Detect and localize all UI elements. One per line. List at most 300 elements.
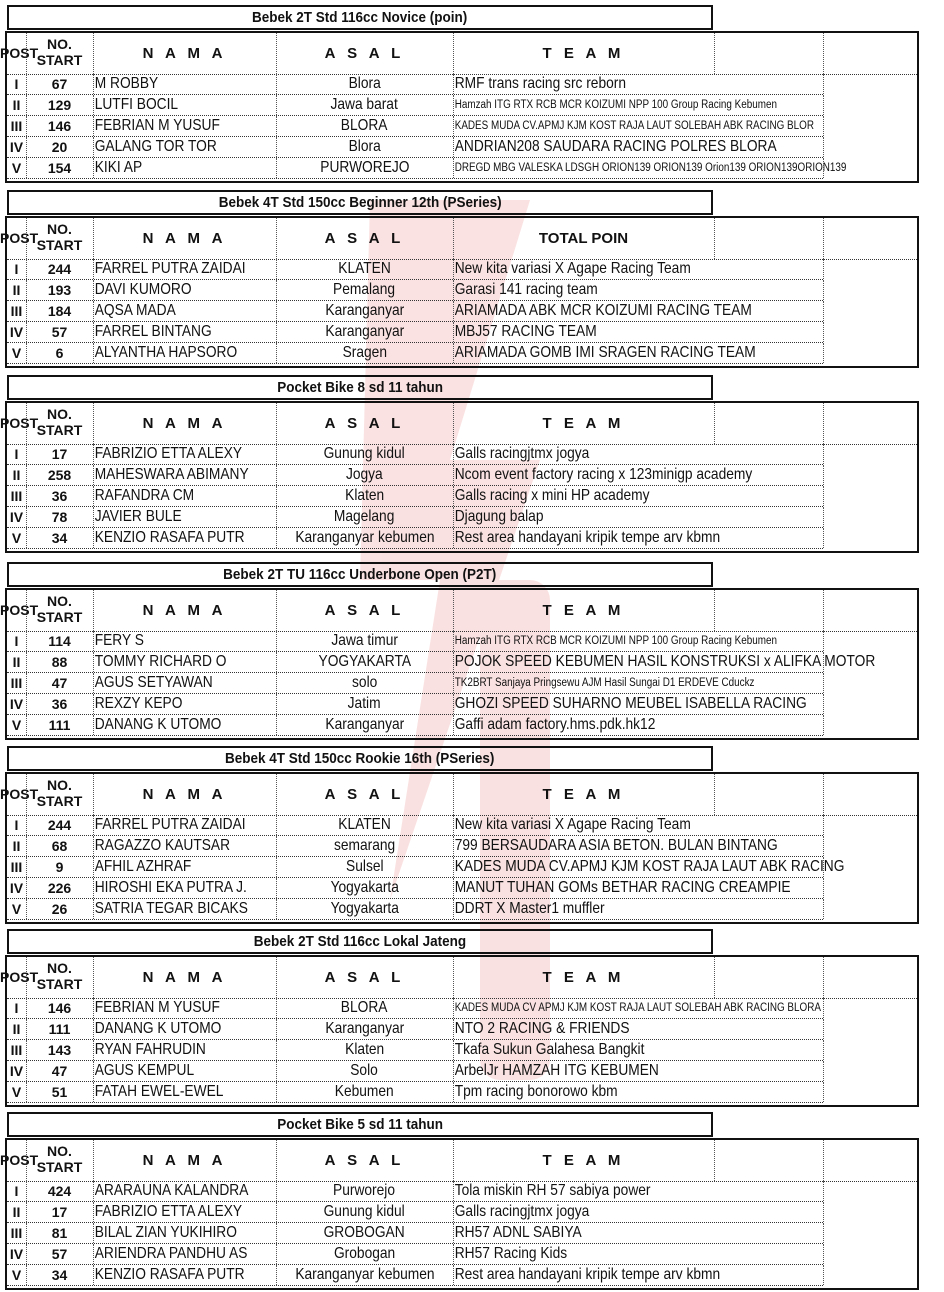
rider-origin: Purworejo bbox=[333, 1182, 396, 1199]
cell-asal bbox=[276, 322, 454, 342]
cell-position: II bbox=[7, 1202, 27, 1222]
cell-asal bbox=[276, 507, 454, 527]
cell-empty bbox=[714, 1223, 824, 1243]
table-row bbox=[7, 1202, 823, 1223]
cell-nama bbox=[93, 1223, 277, 1243]
rider-origin: BLORA bbox=[341, 999, 388, 1016]
cell-empty bbox=[714, 465, 824, 485]
team-name: Tola miskin RH 57 sabiya power bbox=[454, 1182, 651, 1199]
rider-name: AGUS SETYAWAN bbox=[94, 674, 213, 691]
header-start: START bbox=[36, 1159, 83, 1175]
rider-name: DAVI KUMORO bbox=[94, 281, 192, 298]
team-name: Gaffi adam factory.hms.pdk.hk12 bbox=[454, 716, 656, 733]
cell-team bbox=[453, 507, 714, 527]
cell-position: I bbox=[7, 815, 27, 835]
rider-origin: Jogya bbox=[346, 466, 383, 483]
cell-team bbox=[453, 673, 755, 693]
cell-start-number: 9 bbox=[26, 857, 94, 877]
cell-asal bbox=[276, 95, 454, 115]
rider-origin: Blora bbox=[348, 138, 381, 155]
cell-nama bbox=[93, 158, 277, 178]
team-name: 799 BERSAUDARA ASIA BETON. BULAN BINTANG bbox=[454, 837, 778, 854]
cell-nama bbox=[93, 815, 277, 835]
rider-origin: Kebumen bbox=[335, 1083, 394, 1100]
cell-nama bbox=[93, 652, 277, 672]
cell-empty bbox=[714, 158, 824, 178]
cell-asal bbox=[276, 528, 454, 548]
cell-team bbox=[453, 1040, 714, 1060]
cell-start-number: 226 bbox=[26, 878, 94, 898]
cell-start-number: 143 bbox=[26, 1040, 94, 1060]
header-nama: N A M A bbox=[93, 957, 277, 998]
cell-position: III bbox=[7, 1223, 27, 1243]
header-empty bbox=[714, 403, 824, 444]
table-header bbox=[0, 1140, 917, 1182]
team-name: ARIAMADA GOMB IMI SRAGEN RACING TEAM bbox=[454, 344, 756, 361]
cell-nama bbox=[93, 465, 277, 485]
rider-origin: KLATEN bbox=[338, 260, 391, 277]
cell-nama bbox=[93, 95, 277, 115]
rider-name: RAGAZZO KAUTSAR bbox=[94, 837, 231, 854]
cell-team bbox=[453, 280, 714, 300]
rider-origin: Sulsel bbox=[345, 858, 384, 875]
cell-team bbox=[453, 259, 714, 279]
header-no-start bbox=[26, 218, 94, 259]
cell-team bbox=[453, 343, 756, 363]
cell-team bbox=[453, 1265, 721, 1285]
rider-origin: Jawa timur bbox=[331, 632, 398, 649]
rider-name: GALANG TOR TOR bbox=[94, 138, 217, 155]
rider-origin: YOGYAKARTA bbox=[318, 653, 411, 670]
cell-team bbox=[453, 715, 714, 735]
cell-position: III bbox=[7, 301, 27, 321]
team-name: Garasi 141 racing team bbox=[454, 281, 598, 298]
header-start: START bbox=[36, 52, 83, 68]
cell-empty bbox=[714, 1061, 824, 1081]
cell-asal bbox=[276, 1244, 454, 1264]
rider-name: MAHESWARA ABIMANY bbox=[94, 466, 249, 483]
team-name: Hamzah ITG RTX RCB MCR KOIZUMI NPP 100 Group Racing Kebumen bbox=[454, 635, 777, 647]
cell-start-number: 146 bbox=[26, 116, 94, 136]
rider-name: DANANG K UTOMO bbox=[94, 716, 222, 733]
team-name: ARIAMADA ABK MCR KOIZUMI RACING TEAM bbox=[454, 302, 752, 319]
header-team: T E A M bbox=[453, 33, 715, 74]
cell-team bbox=[453, 1223, 714, 1243]
cell-asal bbox=[276, 815, 454, 835]
results-section bbox=[0, 924, 924, 1109]
team-name: TK2BRT Sanjaya Pringsewu AJM Hasil Sungai D1 ERDEVE Cduckz bbox=[454, 677, 755, 689]
header-post: POST bbox=[0, 774, 27, 815]
cell-position: V bbox=[7, 1265, 27, 1285]
cell-position: IV bbox=[7, 878, 27, 898]
cell-empty bbox=[714, 652, 824, 672]
cell-team bbox=[453, 836, 778, 856]
cell-nama bbox=[93, 301, 277, 321]
cell-nama bbox=[93, 1265, 277, 1285]
cell-start-number: 424 bbox=[26, 1181, 94, 1201]
header-asal: A S A L bbox=[276, 590, 454, 631]
header-post: POST bbox=[0, 403, 27, 444]
cell-nama bbox=[93, 878, 277, 898]
team-name: MBJ57 RACING TEAM bbox=[454, 323, 597, 340]
cell-position: V bbox=[7, 343, 27, 363]
cell-team bbox=[453, 1202, 714, 1222]
team-name: New kita variasi X Agape Racing Team bbox=[454, 816, 691, 833]
rider-name: AFHIL AZHRAF bbox=[94, 858, 192, 875]
results-table bbox=[0, 401, 919, 553]
rider-name: FARREL PUTRA ZAIDAI bbox=[94, 816, 246, 833]
table-row bbox=[7, 74, 823, 95]
cell-nama bbox=[93, 1040, 277, 1060]
cell-team bbox=[453, 528, 721, 548]
table-row bbox=[7, 1061, 823, 1082]
header-asal: A S A L bbox=[276, 403, 454, 444]
rider-origin: Klaten bbox=[344, 487, 385, 504]
table-header bbox=[0, 590, 917, 632]
cell-position: III bbox=[7, 673, 27, 693]
table-header bbox=[0, 33, 917, 75]
cell-team bbox=[453, 116, 814, 136]
cell-empty bbox=[714, 528, 824, 548]
table-row bbox=[7, 301, 823, 322]
cell-nama bbox=[93, 899, 277, 919]
header-nama: N A M A bbox=[93, 218, 277, 259]
table-row bbox=[7, 694, 823, 715]
rider-name: FABRIZIO ETTA ALEXY bbox=[94, 1203, 243, 1220]
header-post: POST bbox=[0, 1140, 27, 1181]
results-table bbox=[0, 216, 919, 368]
header-no: NO. bbox=[47, 593, 72, 609]
cell-empty bbox=[714, 1040, 824, 1060]
table-header bbox=[0, 218, 917, 260]
team-name: NTO 2 RACING & FRIENDS bbox=[454, 1020, 630, 1037]
header-post: POST bbox=[0, 218, 27, 259]
results-section bbox=[0, 0, 924, 185]
cell-team bbox=[453, 899, 714, 919]
rider-name: ALYANTHA HAPSORO bbox=[94, 344, 238, 361]
table-row bbox=[7, 116, 823, 137]
cell-empty bbox=[714, 259, 824, 279]
cell-start-number: 34 bbox=[26, 1265, 94, 1285]
cell-team bbox=[453, 694, 807, 714]
rider-origin: Klaten bbox=[344, 1041, 385, 1058]
team-name: Galls racingjtmx jogya bbox=[454, 1203, 590, 1220]
cell-start-number: 51 bbox=[26, 1082, 94, 1102]
cell-team bbox=[453, 137, 777, 157]
cell-empty bbox=[714, 694, 824, 714]
header-asal: A S A L bbox=[276, 774, 454, 815]
team-name: Djagung balap bbox=[454, 508, 544, 525]
cell-empty bbox=[714, 857, 824, 877]
team-name: Tkafa Sukun Galahesa Bangkit bbox=[454, 1041, 645, 1058]
header-start: START bbox=[36, 609, 83, 625]
cell-team bbox=[453, 95, 777, 115]
cell-empty bbox=[714, 899, 824, 919]
header-asal: A S A L bbox=[276, 218, 454, 259]
team-name: New kita variasi X Agape Racing Team bbox=[454, 260, 691, 277]
cell-asal bbox=[276, 259, 454, 279]
cell-position: I bbox=[7, 1181, 27, 1201]
cell-asal bbox=[276, 1265, 454, 1285]
table-row bbox=[7, 486, 823, 507]
rider-name: AQSA MADA bbox=[94, 302, 176, 319]
rider-origin: GROBOGAN bbox=[323, 1224, 406, 1241]
team-name: RH57 ADNL SABIYA bbox=[454, 1224, 582, 1241]
class-title-text: Bebek 2T TU 116cc Underbone Open (P2T) bbox=[223, 566, 497, 583]
cell-start-number: 111 bbox=[26, 715, 94, 735]
header-post: POST bbox=[0, 957, 27, 998]
cell-nama bbox=[93, 998, 277, 1018]
results-section bbox=[0, 557, 924, 742]
rider-origin: Jawa barat bbox=[330, 96, 399, 113]
cell-start-number: 17 bbox=[26, 444, 94, 464]
table-row bbox=[7, 836, 823, 857]
header-post: POST bbox=[0, 590, 27, 631]
cell-empty bbox=[714, 95, 824, 115]
rider-name: SATRIA TEGAR BICAKS bbox=[94, 900, 248, 917]
cell-nama bbox=[93, 1019, 277, 1039]
cell-nama bbox=[93, 444, 277, 464]
cell-empty bbox=[714, 715, 824, 735]
rider-origin: Karanganyar bbox=[325, 302, 404, 319]
table-row bbox=[7, 815, 823, 836]
cell-start-number: 258 bbox=[26, 465, 94, 485]
cell-position: II bbox=[7, 95, 27, 115]
class-title bbox=[7, 1112, 713, 1137]
cell-position: IV bbox=[7, 694, 27, 714]
header-start: START bbox=[36, 793, 83, 809]
results-section bbox=[0, 185, 924, 370]
cell-position: I bbox=[7, 998, 27, 1018]
header-nama: N A M A bbox=[93, 33, 277, 74]
table-row bbox=[7, 631, 823, 652]
header-start: START bbox=[36, 422, 83, 438]
cell-start-number: 129 bbox=[26, 95, 94, 115]
header-empty bbox=[714, 33, 824, 74]
rider-origin: Karanganyar kebumen bbox=[294, 1266, 435, 1283]
cell-start-number: 154 bbox=[26, 158, 94, 178]
cell-asal bbox=[276, 899, 454, 919]
table-row bbox=[7, 1265, 823, 1286]
team-name: KADES MUDA CV.APMJ KJM KOST RAJA LAUT ABK RACING bbox=[454, 858, 845, 875]
team-name: POJOK SPEED KEBUMEN HASIL KONSTRUKSI x ALIFKA MOTOR bbox=[454, 653, 876, 670]
cell-asal bbox=[276, 1040, 454, 1060]
cell-start-number: 57 bbox=[26, 322, 94, 342]
results-table bbox=[0, 772, 919, 924]
team-name: DDRT X Master1 muffler bbox=[454, 900, 605, 917]
class-title bbox=[7, 929, 713, 954]
header-nama: N A M A bbox=[93, 774, 277, 815]
cell-nama bbox=[93, 857, 277, 877]
rider-origin: PURWOREJO bbox=[319, 159, 410, 176]
cell-position: IV bbox=[7, 507, 27, 527]
rider-name: FATAH EWEL-EWEL bbox=[94, 1083, 224, 1100]
cell-start-number: 244 bbox=[26, 259, 94, 279]
rider-name: ARARAUNA KALANDRA bbox=[94, 1182, 249, 1199]
cell-position: II bbox=[7, 836, 27, 856]
cell-start-number: 57 bbox=[26, 1244, 94, 1264]
header-no-start bbox=[26, 403, 94, 444]
header-no-start bbox=[26, 957, 94, 998]
rider-origin: Jatim bbox=[348, 695, 381, 712]
cell-asal bbox=[276, 301, 454, 321]
cell-position: V bbox=[7, 158, 27, 178]
header-empty bbox=[714, 774, 824, 815]
cell-nama bbox=[93, 137, 277, 157]
header-no: NO. bbox=[47, 960, 72, 976]
header-asal: A S A L bbox=[276, 33, 454, 74]
cell-asal bbox=[276, 998, 454, 1018]
team-name: KADES MUDA CV APMJ KJM KOST RAJA LAUT SOLEBAH ABK RACING BLORA bbox=[454, 1002, 821, 1014]
cell-asal bbox=[276, 1202, 454, 1222]
cell-nama bbox=[93, 1202, 277, 1222]
cell-start-number: 34 bbox=[26, 528, 94, 548]
rider-name: JAVIER BULE bbox=[94, 508, 182, 525]
table-row bbox=[7, 343, 823, 364]
header-no: NO. bbox=[47, 36, 72, 52]
rider-name: FARREL BINTANG bbox=[94, 323, 212, 340]
cell-empty bbox=[714, 301, 824, 321]
table-row bbox=[7, 1082, 823, 1103]
cell-position: III bbox=[7, 486, 27, 506]
cell-asal bbox=[276, 1061, 454, 1081]
table-row bbox=[7, 1019, 823, 1040]
rider-origin: Grobogan bbox=[333, 1245, 396, 1262]
table-row bbox=[7, 137, 823, 158]
class-title-text: Bebek 4T Std 150cc Beginner 12th (PSeries) bbox=[218, 194, 502, 211]
cell-team bbox=[453, 1082, 714, 1102]
cell-asal bbox=[276, 715, 454, 735]
rider-name: M ROBBY bbox=[94, 75, 159, 92]
rider-origin: Yogyakarta bbox=[330, 879, 399, 896]
rider-name: FEBRIAN M YUSUF bbox=[94, 999, 220, 1016]
table-row bbox=[7, 1244, 823, 1265]
cell-asal bbox=[276, 878, 454, 898]
rider-name: TOMMY RICHARD O bbox=[94, 653, 227, 670]
cell-team bbox=[453, 465, 753, 485]
cell-asal bbox=[276, 280, 454, 300]
rider-name: ARIENDRA PANDHU AS bbox=[94, 1245, 248, 1262]
header-team: T E A M bbox=[453, 1140, 715, 1181]
table-row bbox=[7, 998, 823, 1019]
cell-empty bbox=[714, 878, 824, 898]
team-name: Ncom event factory racing x 123minigp academy bbox=[454, 466, 753, 483]
rider-origin: Karanganyar bbox=[325, 1020, 404, 1037]
team-name: Rest area handayani kripik tempe arv kbmn bbox=[454, 1266, 721, 1283]
cell-empty bbox=[714, 673, 824, 693]
table-row bbox=[7, 507, 823, 528]
header-no: NO. bbox=[47, 221, 72, 237]
results-table bbox=[0, 588, 919, 740]
class-title bbox=[7, 562, 713, 587]
table-row bbox=[7, 528, 823, 549]
results-section bbox=[0, 370, 924, 555]
cell-position: II bbox=[7, 280, 27, 300]
table-row bbox=[7, 1181, 823, 1202]
cell-position: IV bbox=[7, 322, 27, 342]
table-row bbox=[7, 1040, 823, 1061]
cell-team bbox=[453, 998, 821, 1018]
cell-empty bbox=[714, 1082, 824, 1102]
cell-start-number: 146 bbox=[26, 998, 94, 1018]
class-title bbox=[7, 746, 713, 771]
cell-team bbox=[453, 1061, 714, 1081]
cell-asal bbox=[276, 116, 454, 136]
cell-empty bbox=[714, 1202, 824, 1222]
rider-origin: Blora bbox=[348, 75, 381, 92]
cell-nama bbox=[93, 280, 277, 300]
cell-team bbox=[453, 878, 791, 898]
results-table bbox=[0, 955, 919, 1107]
rider-name: AGUS KEMPUL bbox=[94, 1062, 195, 1079]
table-row bbox=[7, 444, 823, 465]
rider-origin: Karanganyar bbox=[325, 716, 404, 733]
cell-empty bbox=[714, 507, 824, 527]
cell-nama bbox=[93, 74, 277, 94]
cell-asal bbox=[276, 486, 454, 506]
cell-start-number: 111 bbox=[26, 1019, 94, 1039]
rider-origin: Solo bbox=[350, 1062, 379, 1079]
cell-empty bbox=[714, 1019, 824, 1039]
cell-position: II bbox=[7, 652, 27, 672]
cell-position: I bbox=[7, 259, 27, 279]
header-nama: N A M A bbox=[93, 1140, 277, 1181]
header-team: T E A M bbox=[453, 957, 715, 998]
table-row bbox=[7, 465, 823, 486]
results-table bbox=[0, 1138, 919, 1290]
cell-empty bbox=[714, 631, 824, 651]
table-row bbox=[7, 715, 823, 736]
cell-team bbox=[453, 158, 847, 178]
cell-team bbox=[453, 652, 876, 672]
cell-empty bbox=[714, 137, 824, 157]
cell-nama bbox=[93, 715, 277, 735]
cell-empty bbox=[714, 998, 824, 1018]
cell-start-number: 78 bbox=[26, 507, 94, 527]
cell-nama bbox=[93, 673, 277, 693]
cell-team bbox=[453, 815, 714, 835]
cell-nama bbox=[93, 486, 277, 506]
cell-team bbox=[453, 1244, 714, 1264]
table-header bbox=[0, 774, 917, 816]
header-asal: A S A L bbox=[276, 957, 454, 998]
cell-nama bbox=[93, 694, 277, 714]
cell-team bbox=[453, 74, 714, 94]
class-title bbox=[7, 375, 713, 400]
cell-start-number: 244 bbox=[26, 815, 94, 835]
cell-start-number: 36 bbox=[26, 486, 94, 506]
team-name: Hamzah ITG RTX RCB MCR KOIZUMI NPP 100 Group Racing Kebumen bbox=[454, 99, 777, 111]
class-title-text: Pocket Bike 5 sd 11 tahun bbox=[277, 1116, 443, 1133]
header-team: T E A M bbox=[453, 590, 715, 631]
header-empty bbox=[714, 218, 824, 259]
header-no: NO. bbox=[47, 1143, 72, 1159]
table-row bbox=[7, 259, 823, 280]
cell-position: IV bbox=[7, 137, 27, 157]
cell-start-number: 6 bbox=[26, 343, 94, 363]
rider-origin: Gunung kidul bbox=[323, 445, 406, 462]
header-start: START bbox=[36, 976, 83, 992]
cell-position: III bbox=[7, 116, 27, 136]
cell-team bbox=[453, 301, 752, 321]
cell-team bbox=[453, 322, 714, 342]
table-header bbox=[0, 957, 917, 999]
rider-name: KENZIO RASAFA PUTR bbox=[94, 529, 245, 546]
rider-name: FABRIZIO ETTA ALEXY bbox=[94, 445, 243, 462]
cell-position: V bbox=[7, 528, 27, 548]
cell-position: IV bbox=[7, 1061, 27, 1081]
rider-name: FARREL PUTRA ZAIDAI bbox=[94, 260, 246, 277]
